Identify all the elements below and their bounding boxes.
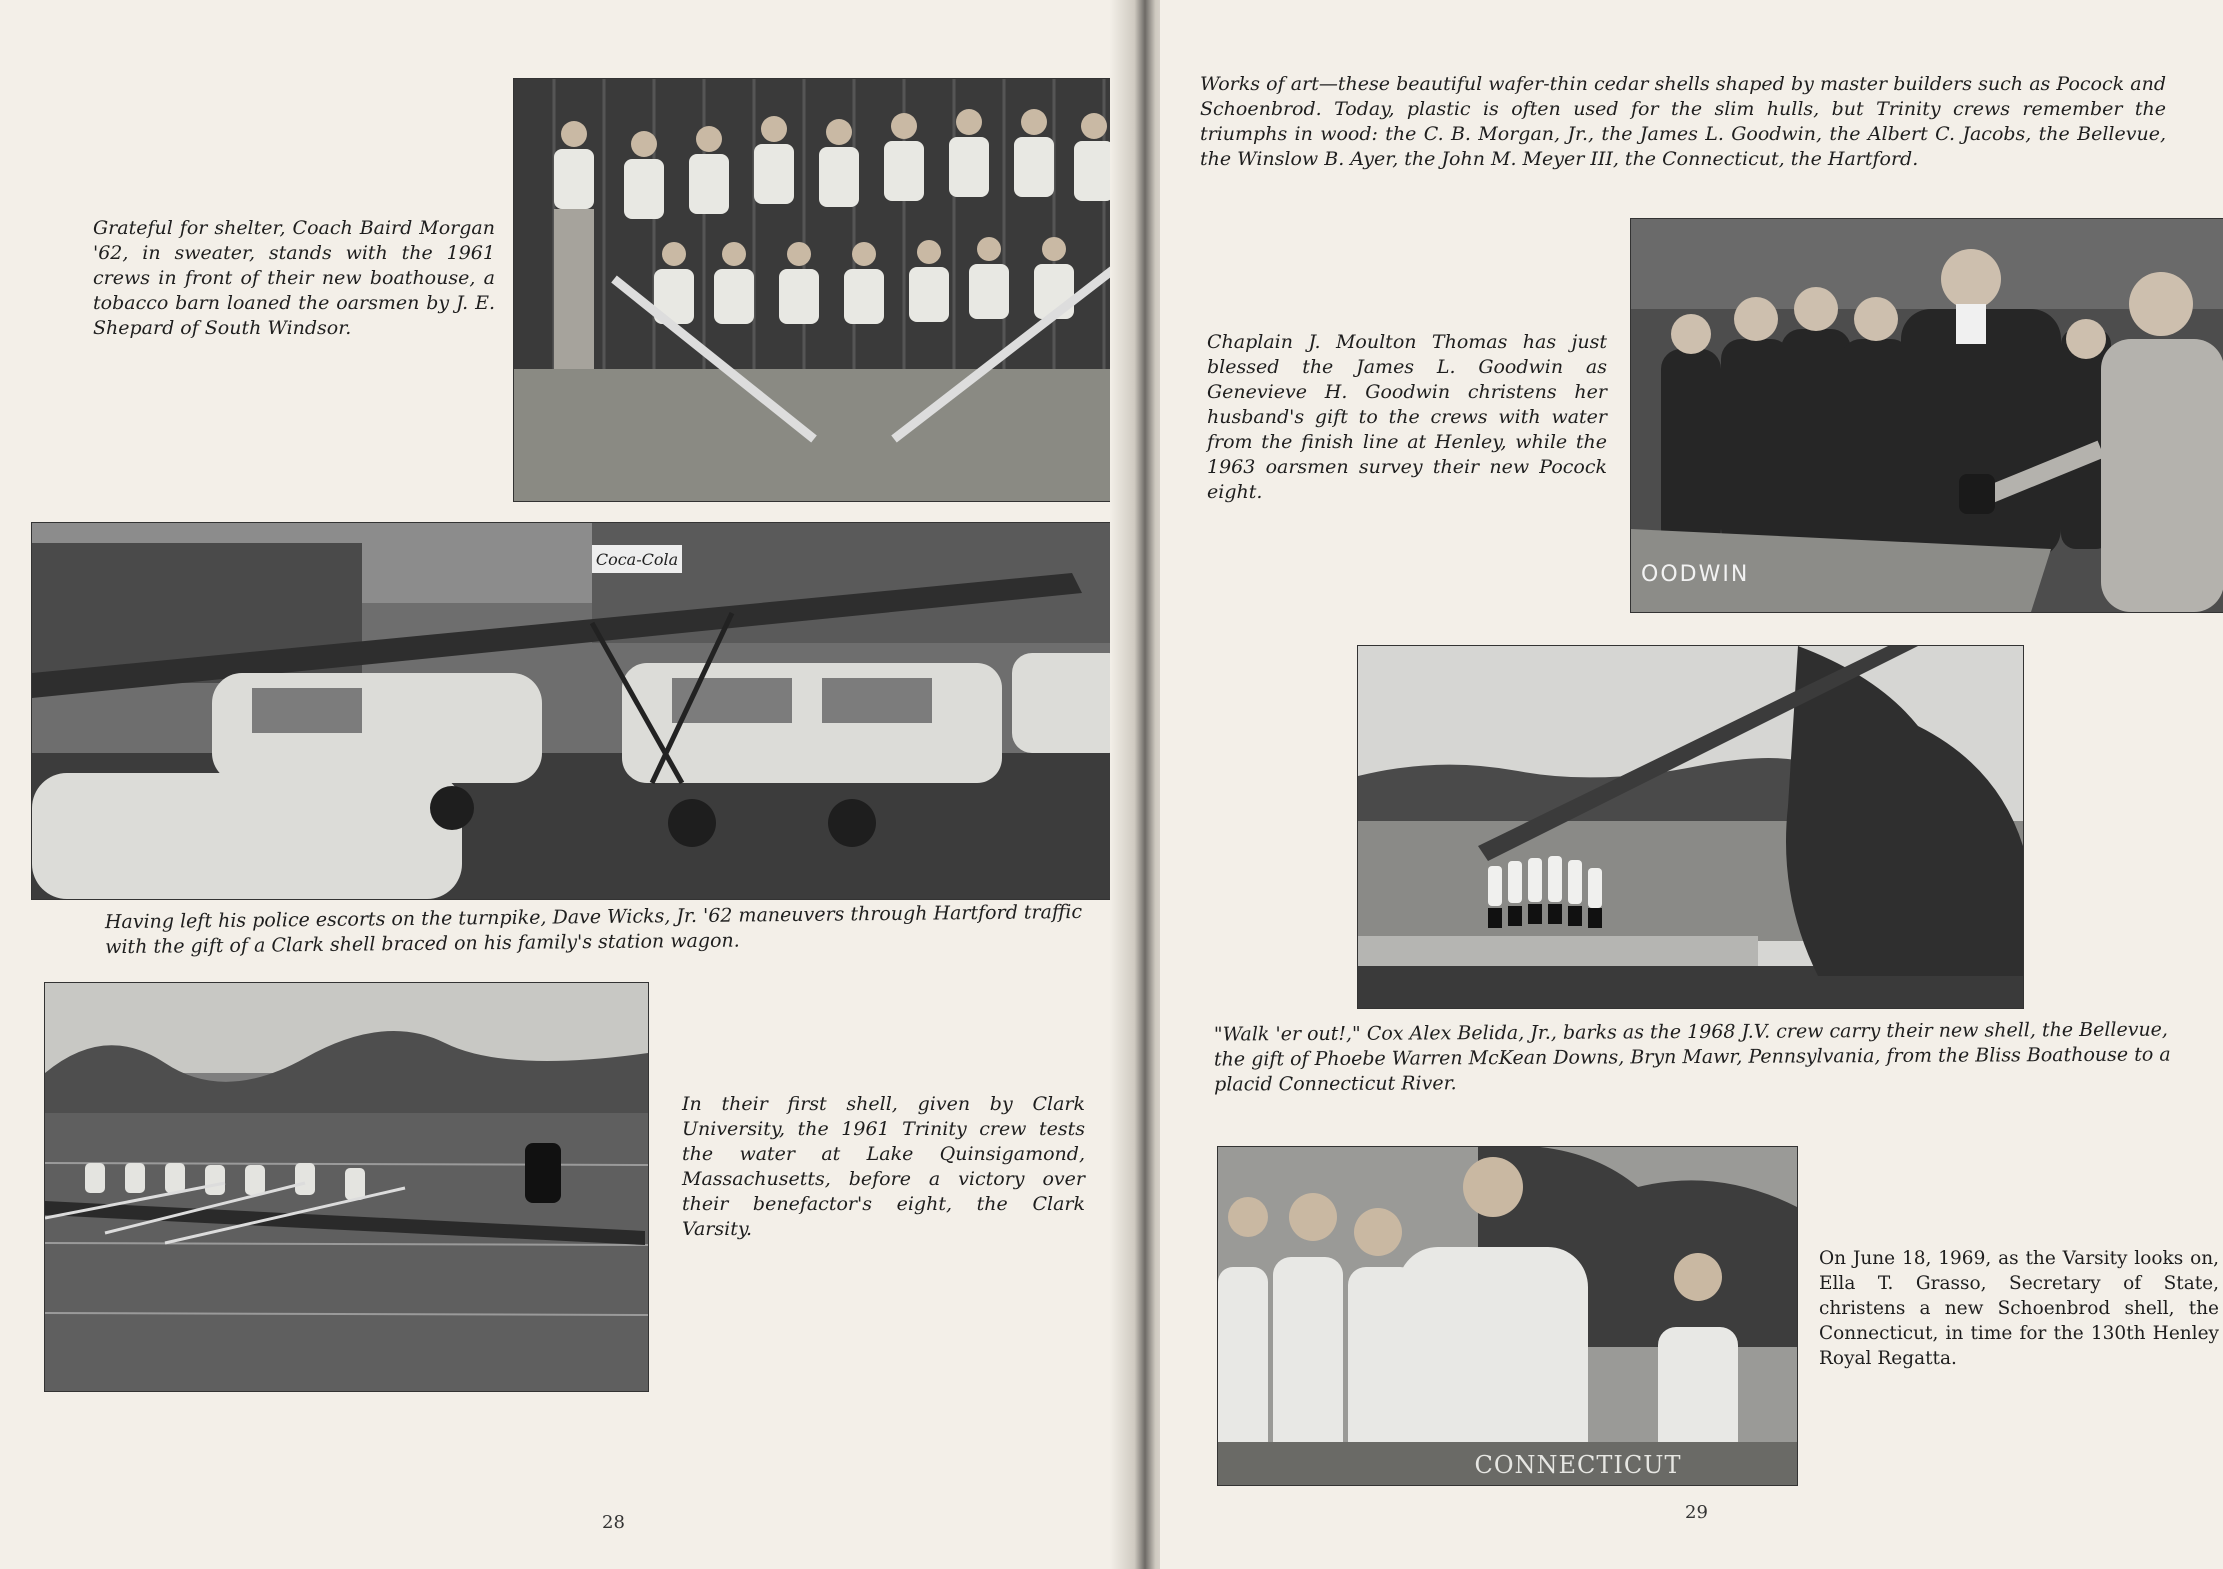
- caption-first-shell: In their first shell, given by Clark University, the 1961 Trinity crew tests the water at Lake Quinsigamond, Massachusetts, before a victory over their benefactor's eight, the Clark Varsity.: [682, 1093, 1085, 1240]
- right-page: [1160, 0, 2223, 1569]
- page-number-left: 28: [602, 1512, 625, 1533]
- photo-first-shell-lake: [44, 982, 649, 1392]
- caption-dave-wicks: Having left his police escorts on the turnpike, Dave Wicks, Jr. '62 maneuvers through Hartford traffic with the gift of a Clark shell braced on his family's station wagon.: [104, 900, 1083, 959]
- connecticut-hull-lettering: CONNECTICUT: [1474, 1451, 1682, 1479]
- caption-coach-morgan: Grateful for shelter, Coach Baird Morgan '62, in sweater, stands with the 1961 crews in front of their new boathouse, a tobacco barn loaned the oarsmen by J. E. Shepard of South Windsor.: [93, 217, 495, 339]
- coca-cola-sign: Coca-Cola: [595, 550, 679, 569]
- photo-crew-carrying-bellevue: [1357, 645, 2024, 1009]
- caption-works-of-art: Works of art—these beautiful wafer-thin cedar shells shaped by master builders such as Pocock and Schoenbrod. Today, plastic is often used for the slim hulls, but Trinity crews remember the triumphs in wood: the C. B. Morgan, Jr., the James L. Goodwin, the Albert C. Jacobs, the Bellevue, the Winslow B. Ayer, the John M. Meyer III, the Connecticut, the Hartford.: [1200, 73, 2166, 170]
- caption-walk-er-out: "Walk 'er out!," Cox Alex Belida, Jr., barks as the 1968 J.V. crew carry their new shell, the Bellevue, the gift of Phoebe Warren McKean Downs, Bryn Mawr, Pennsylvania, from the Bliss Boathouse to a placid Connecticut River.: [1213, 1018, 2171, 1096]
- page-number-right: 29: [1685, 1502, 1708, 1523]
- photo-goodwin-christening: [1630, 218, 2223, 613]
- goodwin-hull-lettering: OODWIN: [1641, 562, 1750, 587]
- photo-ella-grasso-christening: [1217, 1146, 1798, 1486]
- photo-station-wagon-shell: [31, 522, 1130, 900]
- caption-chaplain-thomas: Chaplain J. Moulton Thomas has just blessed the James L. Goodwin as Genevieve H. Goodwin christens her husband's gift to the crews with water from the finish line at Henley, while the 1963 oarsmen survey their new Pocock eight.: [1207, 331, 1607, 503]
- photo-crews-tobacco-barn: [513, 78, 1130, 502]
- caption-ella-grasso: On June 18, 1969, as the Varsity looks on, Ella T. Grasso, Secretary of State, christens a new Schoenbrod shell, the Connecticut, in time for the 130th Henley Royal Regatta.: [1819, 1248, 2219, 1369]
